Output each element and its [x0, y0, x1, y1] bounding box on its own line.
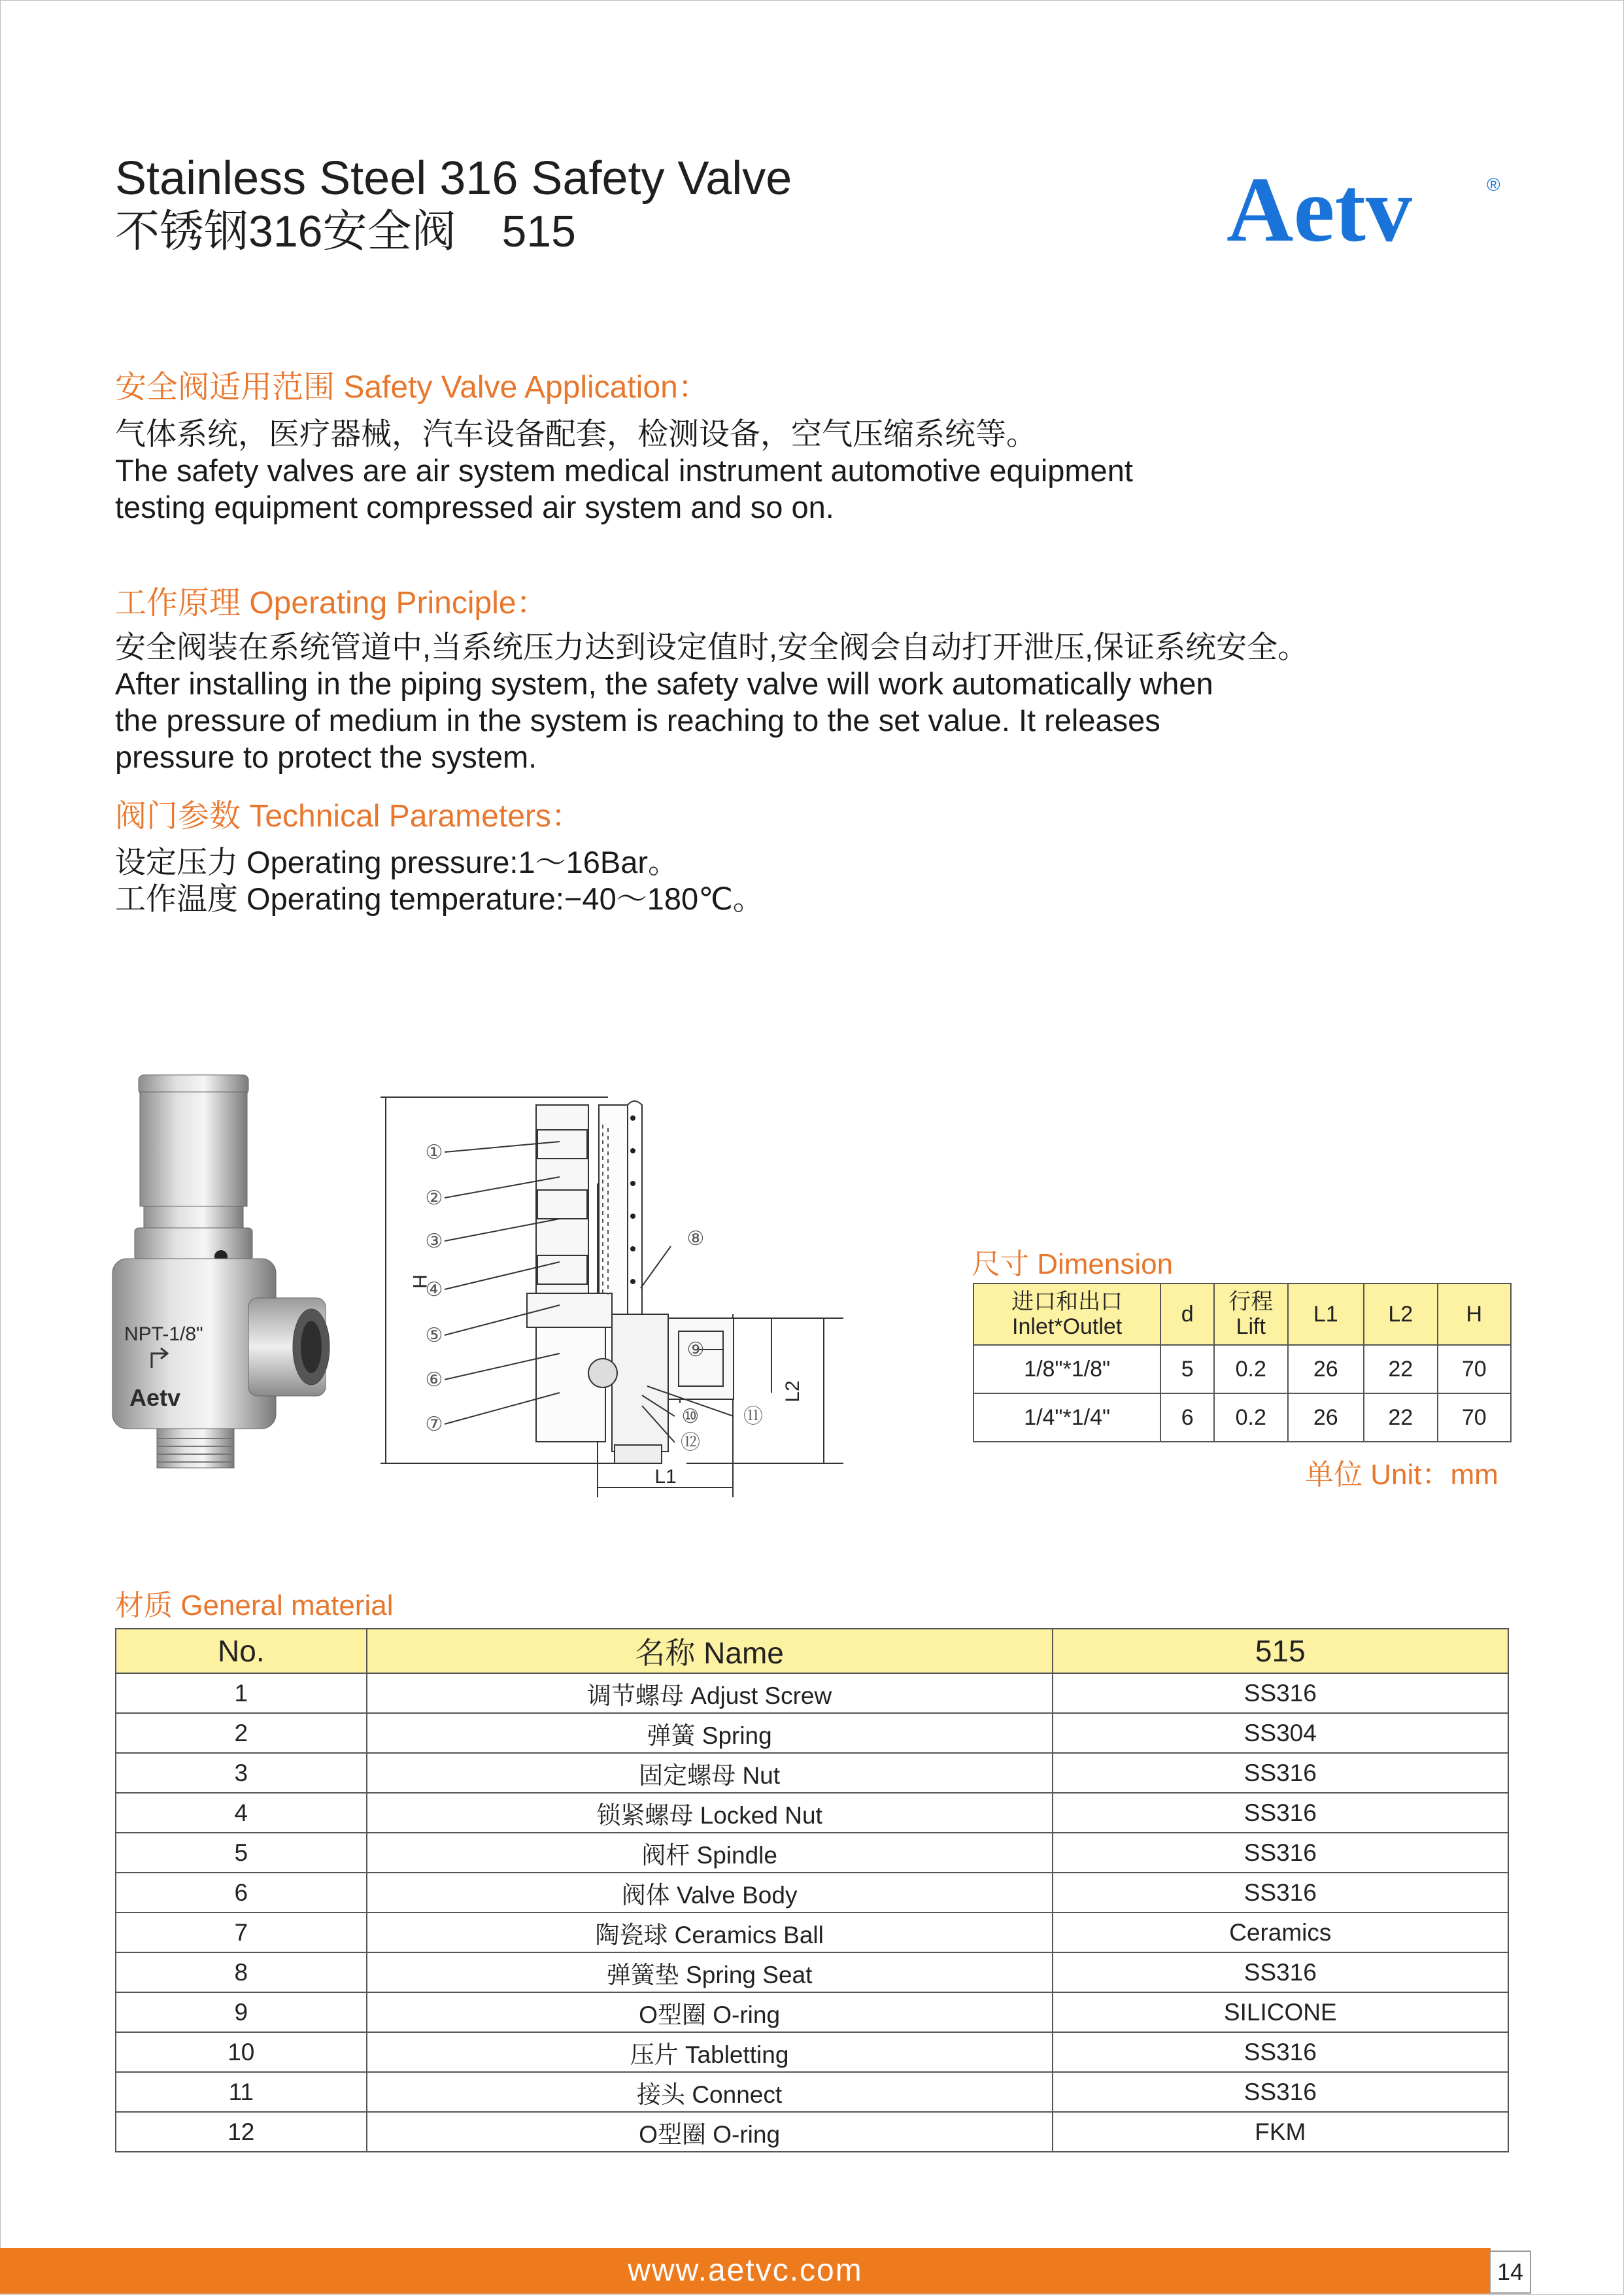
- principle-line: the pressure of medium in the system is reaching to the set value. It releases: [115, 703, 1160, 738]
- table-row: [116, 1833, 1508, 1873]
- table-cell: 压片 Tabletting: [367, 2032, 1053, 2072]
- table-cell: 7: [116, 1912, 367, 1952]
- dim-col-inlet: [973, 1284, 1160, 1345]
- table-row: [116, 1952, 1508, 1992]
- principle-heading: 工作原理 Operating Principle：: [115, 586, 548, 620]
- table-cell: Ceramics: [1053, 1912, 1508, 1952]
- table-cell: 6: [116, 1873, 367, 1912]
- callout-1: ①: [425, 1142, 443, 1163]
- table-row: [116, 2072, 1508, 2112]
- table-cell: 26: [1288, 1393, 1364, 1442]
- table-row: [116, 1793, 1508, 1833]
- table-cell: SS316: [1053, 1952, 1508, 1992]
- table-cell: 11: [116, 2072, 367, 2112]
- table-row: [116, 1753, 1508, 1793]
- callout-4: ④: [425, 1279, 443, 1300]
- table-cell: 2: [116, 1713, 367, 1753]
- callout-5: ⑤: [425, 1325, 443, 1346]
- table-cell: O型圈 O-ring: [367, 2112, 1053, 2152]
- dim-col-l1: L1: [1288, 1284, 1364, 1345]
- parameter-line: 设定压力 Operating pressure:1～16Bar。: [115, 845, 679, 879]
- table-cell: SS316: [1053, 1753, 1508, 1793]
- callout-3: ③: [425, 1231, 443, 1252]
- material-heading: 材质 General material: [115, 1590, 394, 1622]
- callout-7: ⑦: [425, 1414, 443, 1435]
- aetv-logo: [1226, 157, 1514, 255]
- mat-col-name: 名称 Name: [367, 1629, 1053, 1673]
- table-row: [116, 2112, 1508, 2152]
- callout-9: ⑨: [686, 1339, 705, 1361]
- table-cell: SS304: [1053, 1713, 1508, 1753]
- website-link[interactable]: www.aetvc.com: [628, 2253, 863, 2288]
- parameter-line: 工作温度 Operating temperature:−40～180℃。: [115, 881, 764, 916]
- mat-col-model: 515: [1053, 1629, 1508, 1673]
- product-photo: [98, 1072, 347, 1484]
- table-cell: 5: [116, 1833, 367, 1873]
- table-cell: 22: [1364, 1393, 1437, 1442]
- principle-line: 安全阀装在系统管道中,当系统压力达到设定值时,安全阀会自动打开泄压,保证系统安全。: [115, 630, 1309, 664]
- dim-col-d: d: [1160, 1284, 1214, 1345]
- material-header-row: [116, 1629, 1508, 1673]
- table-cell: 70: [1438, 1393, 1512, 1442]
- photo-brand: Aetv: [129, 1384, 181, 1411]
- principle-line: After installing in the piping system, the safety valve will work automatically when: [115, 666, 1213, 701]
- table-row: [116, 1992, 1508, 2032]
- principle-line: pressure to protect the system.: [115, 740, 537, 774]
- table-row: [116, 1873, 1508, 1912]
- sectional-drawing: [373, 1079, 896, 1504]
- dim-col-h: H: [1438, 1284, 1512, 1345]
- page-title-cn: [115, 204, 576, 259]
- table-cell: 26: [1288, 1345, 1364, 1393]
- callout-10: ⑩: [681, 1406, 700, 1427]
- dim-col-inlet-en: Inlet*Outlet: [1012, 1314, 1123, 1339]
- application-heading: 安全阀适用范围 Safety Valve Application：: [115, 370, 709, 405]
- table-cell: FKM: [1053, 2112, 1508, 2152]
- table-cell: 3: [116, 1753, 367, 1793]
- table-cell: 6: [1160, 1393, 1214, 1442]
- dim-label-l1: L1: [654, 1466, 677, 1488]
- callout-12: ⑫: [681, 1432, 700, 1454]
- table-cell: 1/8"*1/8": [973, 1345, 1160, 1393]
- parameters-heading: 阀门参数 Technical Parameters：: [115, 799, 583, 834]
- table-cell: 1: [116, 1673, 367, 1713]
- table-cell: 8: [116, 1952, 367, 1992]
- callout-2: ②: [425, 1187, 443, 1209]
- logo-text: Aetv: [1226, 158, 1412, 255]
- table-cell: 0.2: [1214, 1393, 1287, 1442]
- title-cn-text: 不锈钢316安全阀: [115, 207, 456, 256]
- application-line: testing equipment compressed air system and so on.: [115, 490, 834, 524]
- material-rows: [116, 1673, 1508, 2152]
- table-row: [116, 2032, 1508, 2072]
- table-row: [116, 1912, 1508, 1952]
- table-cell: O型圈 O-ring: [367, 1992, 1053, 2032]
- table-cell: SS316: [1053, 1793, 1508, 1833]
- table-cell: SS316: [1053, 2032, 1508, 2072]
- table-cell: SILICONE: [1053, 1992, 1508, 2032]
- table-cell: 阀体 Valve Body: [367, 1873, 1053, 1912]
- dimension-heading: 尺寸 Dimension: [972, 1248, 1174, 1280]
- mat-col-no: No.: [116, 1629, 367, 1673]
- callout-11: ⑪: [743, 1406, 763, 1427]
- dim-col-lift-en: Lift: [1236, 1314, 1266, 1339]
- table-cell: 5: [1160, 1345, 1214, 1393]
- table-cell: 70: [1438, 1345, 1512, 1393]
- material-table: [115, 1628, 1509, 2152]
- parameters-text: [115, 844, 1521, 917]
- table-cell: 固定螺母 Nut: [367, 1753, 1053, 1793]
- callout-6: ⑥: [425, 1369, 443, 1391]
- table-cell: 22: [1364, 1345, 1437, 1393]
- table-cell: SS316: [1053, 1873, 1508, 1912]
- table-cell: 9: [116, 1992, 367, 2032]
- principle-text: [115, 629, 1521, 775]
- table-cell: 锁紧螺母 Locked Nut: [367, 1793, 1053, 1833]
- table-cell: 4: [116, 1793, 367, 1833]
- table-cell: 接头 Connect: [367, 2072, 1053, 2112]
- dimension-table: [973, 1283, 1512, 1442]
- table-cell: 陶瓷球 Ceramics Ball: [367, 1912, 1053, 1952]
- unit-note: 单位 Unit：mm: [1305, 1459, 1498, 1491]
- callout-8: ⑧: [686, 1228, 705, 1250]
- table-row: [973, 1393, 1511, 1442]
- application-text: [115, 416, 1521, 526]
- table-row: [116, 1713, 1508, 1753]
- dim-col-lift-cn: 行程: [1228, 1289, 1274, 1314]
- dim-label-h: H: [409, 1274, 430, 1289]
- table-cell: 12: [116, 2112, 367, 2152]
- table-cell: 阀杆 Spindle: [367, 1833, 1053, 1873]
- dimension-header-row: [973, 1284, 1511, 1345]
- table-cell: 1/4"*1/4": [973, 1393, 1160, 1442]
- model-number: 515: [501, 207, 576, 256]
- table-row: [973, 1345, 1511, 1393]
- table-cell: SS316: [1053, 1673, 1508, 1713]
- photo-marking: NPT-1/8": [124, 1323, 203, 1345]
- application-line: The safety valves are air system medical instrument automotive equipment: [115, 453, 1133, 488]
- page-number: 14: [1489, 2251, 1531, 2294]
- table-cell: 10: [116, 2032, 367, 2072]
- table-cell: 弹簧垫 Spring Seat: [367, 1952, 1053, 1992]
- page-title: Stainless Steel 316 Safety Valve: [115, 152, 792, 205]
- dim-col-l2: L2: [1364, 1284, 1437, 1345]
- application-line: 气体系统，医疗器械，汽车设备配套，检测设备，空气压缩系统等。: [115, 416, 1037, 451]
- table-cell: 调节螺母 Adjust Screw: [367, 1673, 1053, 1713]
- table-cell: 弹簧 Spring: [367, 1713, 1053, 1753]
- dim-col-inlet-cn: 进口和出口: [1011, 1289, 1123, 1314]
- table-cell: SS316: [1053, 2072, 1508, 2112]
- registered-mark: ®: [1487, 175, 1500, 195]
- table-cell: 0.2: [1214, 1345, 1287, 1393]
- table-cell: SS316: [1053, 1833, 1508, 1873]
- dim-col-lift: [1214, 1284, 1287, 1345]
- table-row: [116, 1673, 1508, 1713]
- dim-label-l2: L2: [782, 1380, 804, 1402]
